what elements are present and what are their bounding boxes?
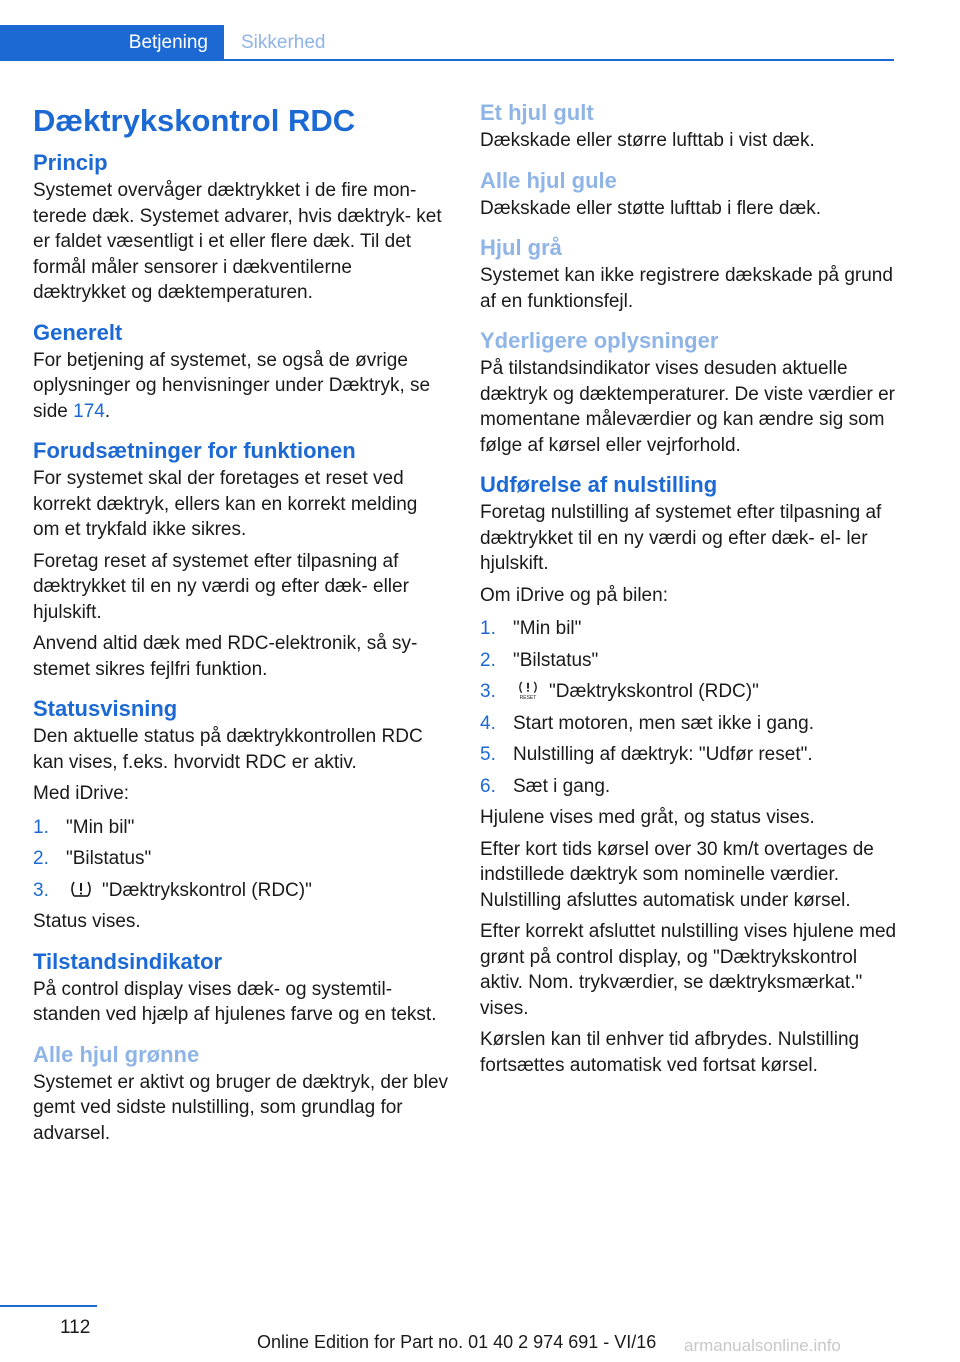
list-item: 4. Start motoren, men sæt ikke i gang. [480, 712, 814, 734]
chapter-tabs [0, 25, 894, 61]
section-forudsaetninger [33, 436, 448, 682]
heading-generelt: Generelt [33, 319, 123, 345]
list-item: 5. Nulstilling af dæktryk: "Udfør reset". [480, 744, 813, 765]
left-column [33, 98, 448, 1158]
svg-text:RESET: RESET [519, 695, 537, 700]
statusvisning-steps [33, 815, 448, 904]
page-number: 112 [60, 1317, 91, 1338]
tire-pressure-warning-icon [68, 879, 94, 899]
section-alle-hjul-gule [480, 166, 900, 222]
section-et-hjul-gult [480, 98, 900, 154]
udforelse-p1: Foretag nulstilling af systemet efter tilpasning af dæktrykket til en ny værdi og efter dæk- el- ler hjulskift. [480, 502, 882, 574]
yderligere-text: På tilstandsindikator vises desuden aktuelle dæktryk og dæktemperaturer. De viste værdier er momentane måleværdier og kan ændre sig som følge af kørsel eller vejrforhold. [480, 358, 895, 456]
tab-betjening[interactable]: Betjening [0, 25, 224, 61]
udforelse-steps [480, 616, 900, 799]
heading-udforelse: Udførelse af nulstilling [480, 472, 718, 497]
list-item: 3. RESET "Dæktrykskontrol (RDC)" [480, 681, 759, 702]
section-yderligere [480, 326, 900, 458]
tire-pressure-reset-icon [515, 680, 541, 700]
statusvisning-p2: Med iDrive: [33, 783, 130, 804]
section-generelt [33, 318, 448, 425]
watermark: armanualsonline.info [684, 1336, 841, 1355]
page-title: Dæktrykskontrol RDC [33, 103, 356, 138]
princip-text: Systemet overvåger dæktrykket i de fire mon- terede dæk. Systemet advarer, hvis dæktryk- ket er faldet væsentligt i et eller flere dæk. Til det formål måler sensorer i dækventilerne dæktrykket og dæktemperaturen. [33, 180, 442, 303]
heading-statusvisning: Statusvisning [33, 696, 178, 721]
heading-yderligere: Yderligere oplysninger [480, 328, 719, 353]
udforelse-p6: Kørslen kan til enhver tid afbrydes. Nulstilling fortsættes automatisk ved fortsat kørsel. [480, 1029, 860, 1076]
statusvisning-p1: Den aktuelle status på dæktrykkontrollen RDC kan vises, f.eks. hvorvidt RDC er aktiv. [33, 726, 423, 773]
heading-et-hjul-gult: Et hjul gult [480, 100, 594, 125]
gult-text: Dækskade eller større lufttab i vist dæk. [480, 130, 815, 151]
heading-tilstandsindikator: Tilstandsindikator [33, 948, 223, 974]
footer-rule [0, 1305, 97, 1307]
generelt-text: For betjening af systemet, se også de øvrige oplysninger og henvisninger under Dæktryk, se side 174. [33, 349, 431, 422]
gra-text: Systemet kan ikke registrere dækskade på grund af en funktionsfejl. [480, 265, 893, 312]
right-column [480, 98, 900, 1090]
page-link-174[interactable]: 174 [73, 400, 105, 422]
udforelse-p4: Efter kort tids kørsel over 30 km/t overtages de indstillede dæktryk som nominelle værdier. Nulstilling afsluttes automatisk under kørsel. [480, 838, 874, 911]
section-alle-hjul-gronne [33, 1040, 448, 1147]
heading-forudsaetninger: Forudsætninger for funktionen [33, 438, 356, 463]
udforelse-p5: Efter korrekt afsluttet nulstilling vises hjulene med grønt på control display, og "Dæktrykskontrol aktiv. Nom. trykværdier, se dæktryksmærkat." vises. [480, 921, 897, 1019]
forudsaetninger-p2: Foretag reset af systemet efter tilpasning af dæktrykket til en ny værdi og efter dæk- eller hjulskift. [33, 550, 409, 623]
list-item: 6. Sæt i gang. [480, 775, 611, 797]
edition-text: Online Edition for Part no. 01 40 2 974 691 - VI/16 [257, 1332, 657, 1352]
forudsaetninger-p1: For systemet skal der foretages et reset ved korrekt dæktryk, ellers kan en korrekt melding om et trykfald ikke sikres. [33, 468, 418, 540]
tilstandsindikator-text: På control display vises dæk- og systemtil- standen ved hjælp af hjulenes farve og en tekst. [33, 978, 437, 1025]
statusvisning-p3: Status vises. [33, 911, 141, 932]
list-item: 2. "Bilstatus" [480, 649, 599, 671]
heading-alle-hjul-gule: Alle hjul gule [480, 167, 617, 193]
gronne-text: Systemet er aktivt og bruger de dæktryk, der blev gemt ved sidste nulstilling, som grundlag for advarsel. [33, 1071, 449, 1144]
section-princip [33, 148, 448, 306]
section-hjul-gra [480, 233, 900, 314]
tab-sikkerhed[interactable]: Sikkerhed [241, 32, 326, 53]
udforelse-p3: Hjulene vises med gråt, og status vises. [480, 807, 815, 828]
udforelse-p2: Om iDrive og på bilen: [480, 584, 668, 606]
section-statusvisning [33, 694, 448, 935]
forudsaetninger-p3: Anvend altid dæk med RDC-elektronik, så sy- stemet sikres fejlfri funktion. [33, 633, 418, 680]
header-rule [0, 59, 894, 61]
section-tilstandsindikator [33, 947, 448, 1028]
heading-alle-hjul-gronne: Alle hjul grønne [33, 1041, 200, 1067]
list-item: 3. "Dæktrykskontrol (RDC)" [33, 879, 312, 901]
gule-text: Dækskade eller støtte lufttab i flere dæk. [480, 197, 822, 219]
heading-princip: Princip [33, 150, 108, 175]
list-item: 2. "Bilstatus" [33, 848, 152, 869]
heading-hjul-gra: Hjul grå [480, 235, 562, 260]
section-udforelse [480, 470, 900, 1078]
list-item: 1. "Min bil" [480, 618, 582, 639]
list-item: 1. "Min bil" [33, 816, 135, 838]
